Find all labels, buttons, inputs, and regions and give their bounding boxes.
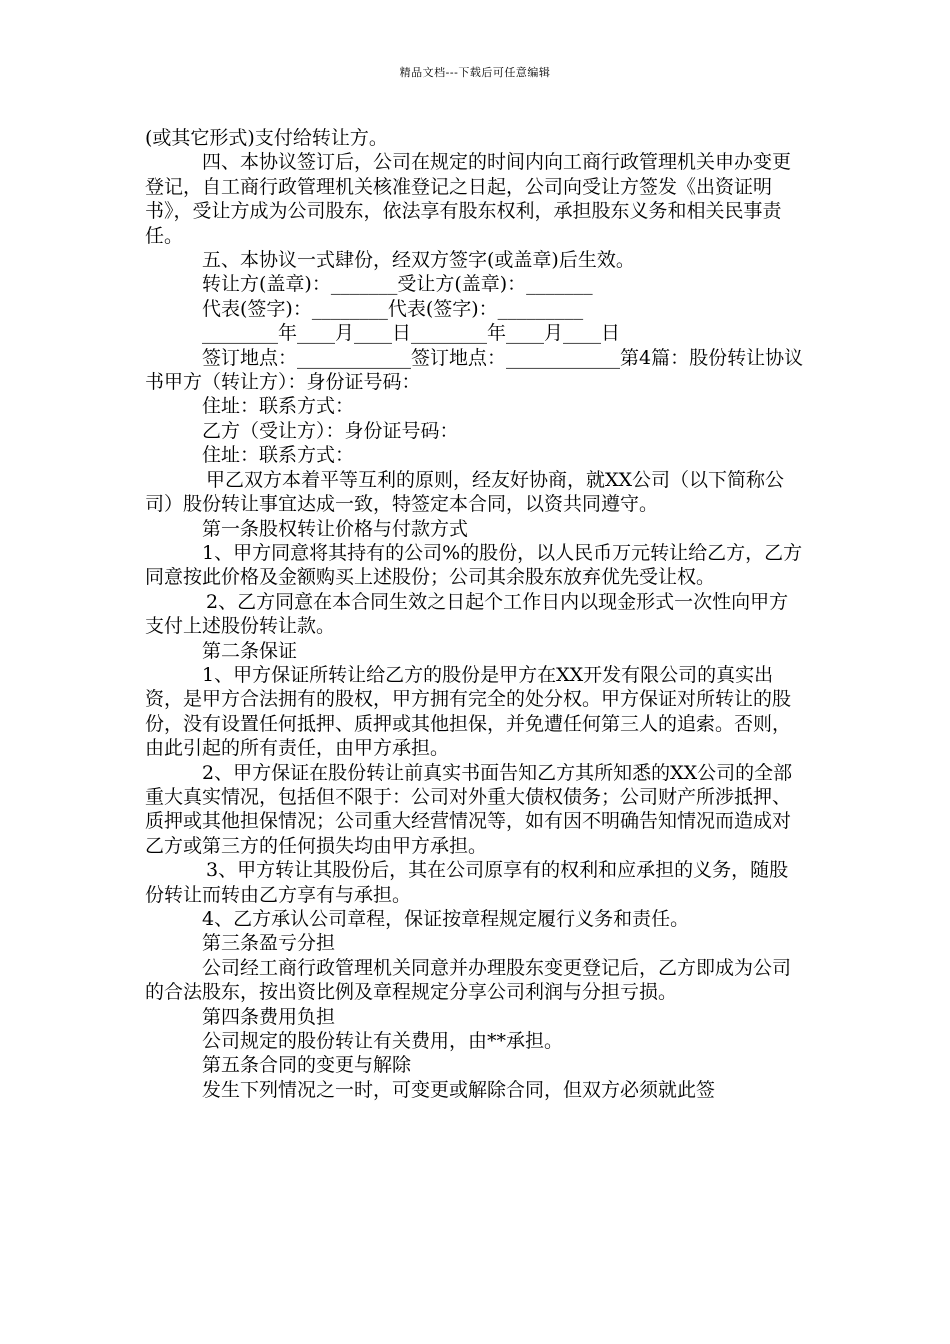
section-heading: 第二条保证 [202, 639, 298, 662]
signature-line: 代表(签字)：________代表(签字)：_________ [202, 297, 584, 320]
paragraph: 公司经工商行政管理机关同意并办理股东变更登记后，乙方即成为公司的合法股东，按出资比例及章程规定分享公司利润与分担亏损。 [145, 956, 792, 1004]
paragraph: 住址：联系方式： [202, 444, 355, 467]
paragraph: 2、甲方保证在股份转让前真实书面告知乙方其所知悉的XX公司的全部重大真实情况，包括但不限于：公司对外重大债权债务；公司财产所涉抵押、质押或其他担保情况；公司重大经营情况等，如有因不明确告知情况而造成对乙方或第三方的任何损失均由甲方承担。 [145, 761, 793, 857]
date-line: ________年____月____日________年____月____日 [202, 322, 621, 345]
section-heading: 第一条股权转让价格与付款方式 [202, 517, 469, 540]
paragraph: 2、乙方同意在本合同生效之日起个工作日内以现金形式一次性向甲方支付上述股份转让款。 [145, 590, 789, 638]
paragraph: (或其它形式)支付给转让方。 [145, 127, 388, 149]
section-heading: 第五条合同的变更与解除 [202, 1054, 412, 1077]
paragraph: 乙方（受让方）：身份证号码： [202, 419, 459, 442]
paragraph: 3、甲方转让其股份后，其在公司原享有的权利和应承担的义务，随股份转让而转由乙方享有与承担。 [145, 859, 789, 906]
paragraph: 住址：联系方式： [202, 395, 355, 418]
paragraph: 1、甲方同意将其持有的公司%的股份，以人民币万元转让给乙方，乙方同意按此价格及金额购买上述股份；公司其余股东放弃优先受让权。 [145, 541, 803, 589]
paragraph: 签订地点：____________签订地点：____________第4篇：股份转让协议书甲方（转让方）：身份证号码： [145, 346, 804, 394]
paragraph: 四、本协议签订后，公司在规定的时间内向工商行政管理机关申办变更登记，自工商行政管理机关核准登记之日起，公司向受让方签发《出资证明书》，受让方成为公司股东，依法享有股东权利，承担股东义务和相关民事责任。 [145, 151, 792, 247]
signature-line: 转让方(盖章)：_______受让方(盖章)：_______ [202, 273, 593, 296]
paragraph: 甲乙双方本着平等互利的原则，经友好协商，就XX公司（以下简称公司）股份转让事宜达成一致，特签定本合同，以资共同遵守。 [145, 468, 785, 516]
paragraph: 公司规定的股份转让有关费用，由**承担。 [202, 1030, 564, 1053]
paragraph: 1、甲方保证所转让给乙方的股份是甲方在XX开发有限公司的真实出资，是甲方合法拥有的股权，甲方拥有完全的处分权。甲方保证对所转让的股份，没有设置任何抵押、质押或其他担保，并免遭任何第三人的追索。否则，由此引起的所有责任，由甲方承担。 [145, 663, 792, 760]
document-body [145, 126, 805, 1102]
paragraph: 4、乙方承认公司章程，保证按章程规定履行义务和责任。 [202, 908, 690, 930]
section-heading: 第四条费用负担 [202, 1005, 336, 1028]
page-header: 精品文档---下载后可任意编辑 [399, 66, 551, 79]
section-heading: 第三条盈亏分担 [202, 932, 336, 955]
paragraph: 发生下列情况之一时，可变更或解除合同，但双方必须就此签 [202, 1078, 716, 1101]
paragraph: 五、本协议一式肆份，经双方签字(或盖章)后生效。 [202, 249, 635, 272]
